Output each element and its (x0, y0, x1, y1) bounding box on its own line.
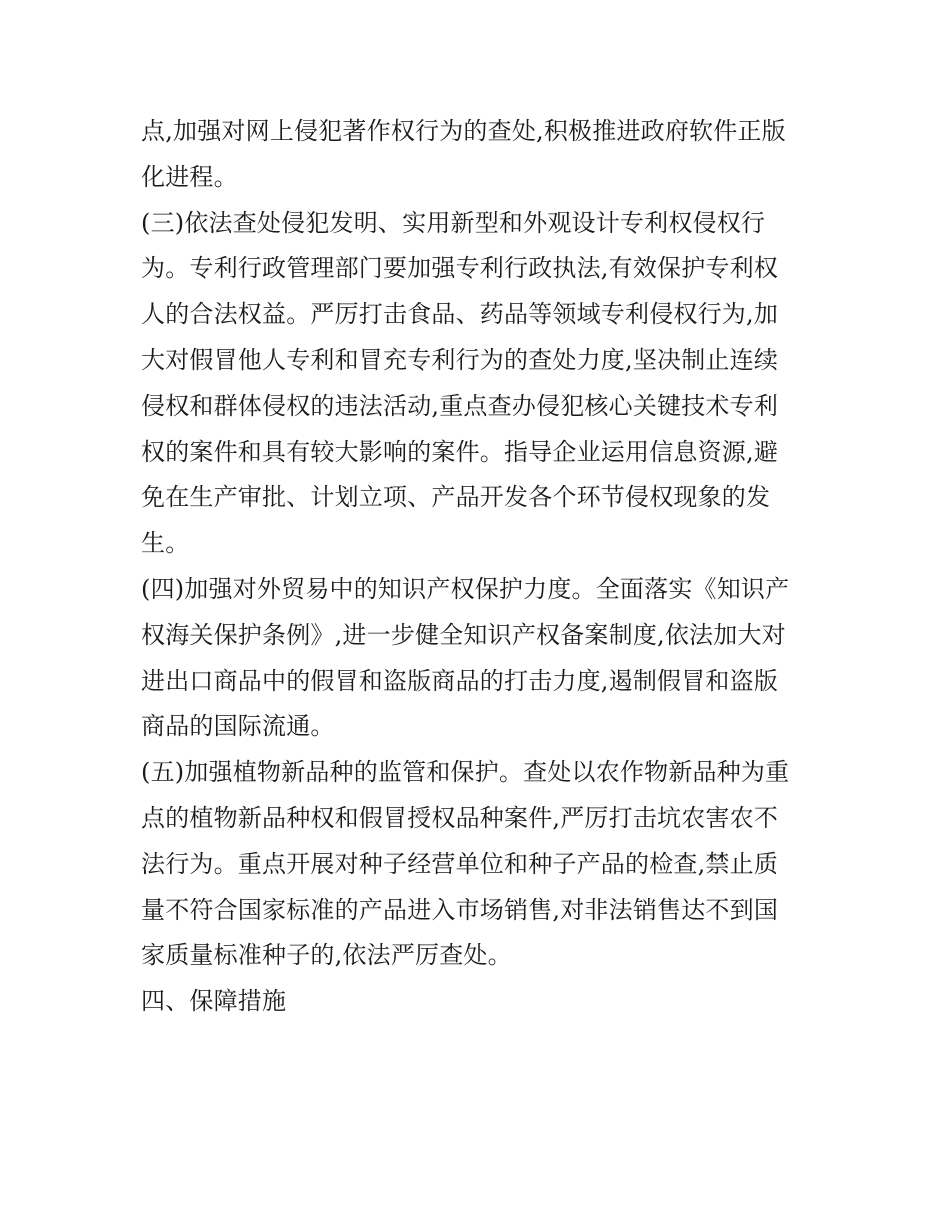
text-line: 人的合法权益。严厉打击食品、药品等领域专利侵权行为,加 (141, 300, 779, 329)
text-line: 权的案件和具有较大影响的案件。指导企业运用信息资源,避 (141, 437, 779, 466)
text-line: (三)依法查处侵犯发明、实用新型和外观设计专利权侵权行 (141, 208, 766, 237)
text-line: (四)加强对外贸易中的知识产权保护力度。全面落实《知识产 (141, 574, 790, 603)
text-line: 为。专利行政管理部门要加强专利行政执法,有效保护专利权 (141, 254, 779, 283)
text-line: (五)加强植物新品种的监管和保护。查处以农作物新品种为重 (141, 758, 790, 787)
text-line: 免在生产审批、计划立项、产品开发各个环节侵权现象的发 (141, 483, 771, 512)
text-line: 商品的国际流通。 (141, 712, 335, 741)
text-line: 进出口商品中的假冒和盗版商品的打击力度,遏制假冒和盗版 (141, 666, 779, 695)
document-body (141, 109, 821, 1025)
text-line: 化进程。 (141, 162, 238, 191)
section-heading: 四、保障措施 (141, 987, 287, 1016)
text-line: 点的植物新品种权和假冒授权品种案件,严厉打击坑农害农不 (141, 803, 779, 832)
text-line: 侵权和群体侵权的违法活动,重点查办侵犯核心关键技术专利 (141, 391, 779, 420)
text-line: 权海关保护条例》,进一步健全知识产权备案制度,依法加大对 (141, 620, 786, 649)
text-line: 生。 (141, 529, 190, 558)
text-line: 家质量标准种子的,依法严厉查处。 (141, 941, 512, 970)
text-line: 大对假冒他人专利和冒充专利行为的查处力度,坚决制止连续 (141, 345, 779, 374)
text-line: 点,加强对网上侵犯著作权行为的查处,积极推进政府软件正版 (141, 117, 786, 145)
text-line: 量不符合国家标准的产品进入市场销售,对非法销售达不到国 (141, 895, 779, 924)
text-line: 法行为。重点开展对种子经营单位和种子产品的检查,禁止质 (141, 849, 779, 878)
